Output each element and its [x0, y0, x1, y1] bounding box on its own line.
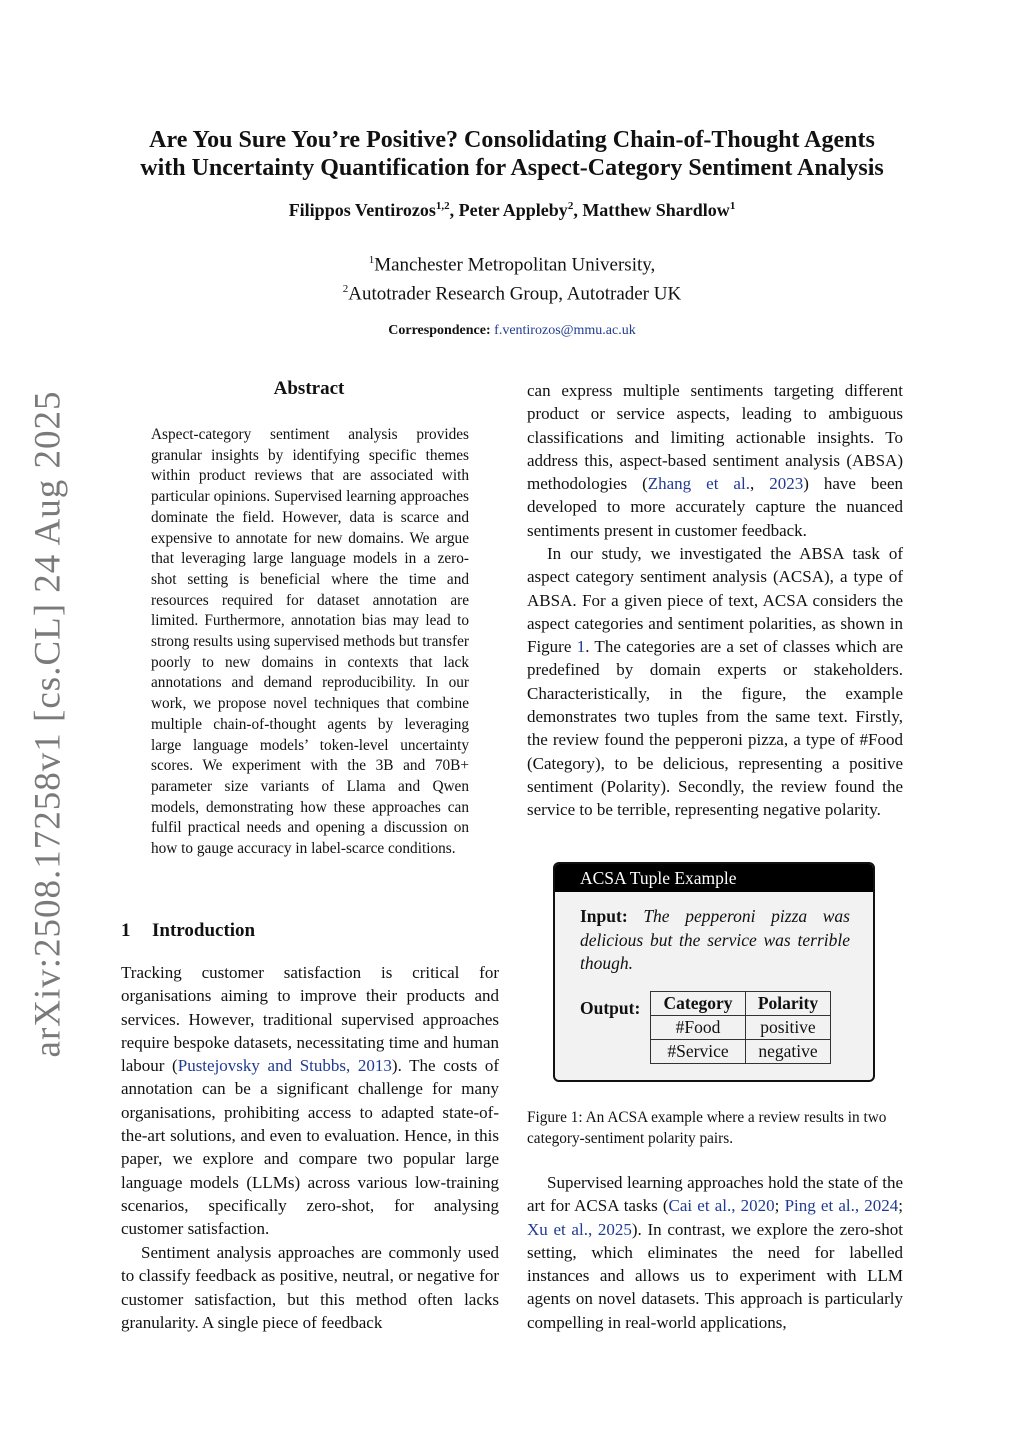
example-box-title: ACSA Tuple Example — [555, 864, 873, 892]
citation-year-link[interactable]: 2024 — [864, 1196, 899, 1216]
table-cell: #Service — [651, 1040, 746, 1064]
author-list: Filippos Ventirozos$^{1,2}$, Peter Appleby$^2$, Matthew Shardlow$^1$ — [288, 200, 736, 220]
figure-1-caption: Figure 1: An ACSA example where a review results in two category-sentiment polarity pairs. — [527, 1109, 887, 1147]
intro-paragraph-2: Sentiment analysis approaches are commonly used to classify feedback as positive, neutral, or negative for customer satisfaction, but this method often lacks granularity. A single piece of feedback — [121, 1243, 499, 1332]
table-row — [651, 1040, 831, 1064]
table-header: Polarity — [746, 992, 831, 1016]
table-cell: positive — [746, 1016, 831, 1040]
intro-paragraph-5: Supervised learning approaches hold the state of the art for ACSA tasks (Cai et al., 2020; Ping et al., 2024; Xu et al., 2025). In contrast, we explore the zero-shot setting, which eliminates the need for labelled instances and allows us to experiment with LLM agents on novel datasets. This approach is particularly compelling in real-world applications, — [527, 1173, 904, 1332]
citation-link[interactable]: Pustejovsky and Stubbs, 2013 — [177, 1056, 392, 1076]
arxiv-identifier-stamp: arXiv:2508.17258v1 [cs.CL] 24 Aug 2025 — [27, 390, 69, 1058]
affiliations — [100, 248, 924, 307]
table-cell: #Food — [651, 1016, 746, 1040]
section-heading-introduction — [121, 920, 255, 942]
author-affiliation-mark: 1 — [729, 200, 736, 212]
section-number: 1 — [121, 920, 131, 941]
correspondence-label: Correspondence: — [388, 323, 491, 338]
intro-paragraph-4: In our study, we investigated the ABSA task of aspect category sentiment analysis (ACSA), a type of ABSA. For a given piece of text, ACSA considers the aspect categories and sentiment polarities, as shown in Figure 1. The categories are a set of classes which are predefined by domain experts or stakeholders. Characteristically, in the figure, the example demonstrates two tuples from the same text. Firstly, the review found the pepperoni pizza, a type of #Food (Category), to be delicious, representing a positive sentiment (Polarity). Secondly, the review found the service to be terrible, representing negative polarity. — [527, 544, 903, 820]
section-title: Introduction — [152, 920, 256, 941]
citation-link[interactable]: Xu et al., 2025 — [527, 1219, 632, 1239]
citation-year-link[interactable]: 2023 — [769, 474, 804, 494]
author-affiliation-mark: 1,2 — [435, 200, 450, 212]
title-line-2: with Uncertainty Quantification for Aspect-Category Sentiment Analysis — [140, 155, 884, 181]
affiliation-line: $^2$Autotrader Research Group, Autotrader UK — [342, 283, 682, 305]
table-cell: negative — [746, 1040, 831, 1064]
table-row — [651, 1016, 831, 1040]
intro-paragraph-1: Tracking customer satisfaction is critical for organisations aiming to improve their products and services. However, traditional supervised approaches require bespoke datasets, necessitating time and human labour (Pustejovsky and Stubbs, 2013). The costs of annotation can be a significant challenge for many organisations, prohibiting access to adapted state-of-the-art solutions, and even to evaluation. Hence, in this paper, we explore and compare two popular large language models (LLMs) across various low-training scenarios, specifically zero-shot, for analysing customer satisfaction. — [121, 963, 499, 1239]
citation-link[interactable]: Zhang et al. — [647, 474, 750, 494]
affiliation-line: $^1$Manchester Metropolitan University, — [368, 254, 656, 276]
intro-paragraph-3: can express multiple sentiments targeting different product or service aspects, leading to ambiguous classifications and limiting actionable insights. To address this, aspect-based sentiment analysis (ABSA) methodologies (Zhang et al., 2023) have been developed to more accurately capture the nuanced sentiments present in customer feedback. — [527, 381, 904, 540]
output-label: Output: — [580, 998, 641, 1018]
author-name: Filippos Ventirozos — [288, 200, 436, 220]
acsa-tuple-example-box — [553, 862, 875, 1082]
citation-link[interactable]: Ping et al., — [784, 1196, 860, 1216]
example-input — [580, 905, 850, 976]
input-label: Input: — [580, 906, 628, 926]
figure-reference-link[interactable]: 1 — [576, 637, 586, 657]
abstract-heading: Abstract — [273, 378, 345, 399]
output-tuple-table — [650, 991, 831, 1064]
table-header-row — [651, 992, 831, 1016]
author-name: Matthew Shardlow — [582, 200, 730, 220]
author-name: Peter Appleby — [458, 200, 568, 220]
input-review-text: The pepperoni pizza was delicious but the service was terrible though. — [580, 906, 850, 973]
title-line-1: Are You Sure You’re Positive? Consolidating Chain-of-Thought Agents — [149, 127, 875, 153]
table-header: Category — [651, 992, 746, 1016]
correspondence-email-link[interactable]: f.ventirozos@mmu.ac.uk — [494, 323, 636, 338]
paper-title — [100, 126, 924, 182]
author-affiliation-mark: 2 — [567, 200, 574, 212]
correspondence — [100, 323, 924, 339]
citation-link[interactable]: Cai et al., 2020 — [668, 1196, 775, 1216]
abstract-text: Aspect-category sentiment analysis provides granular insights by identifying specific themes within product reviews that are associated with particular opinions. Supervised learning approaches dominate the field. However, data is scarce and expensive to annotate for new domains. We argue that leveraging large language models in a zero-shot setting is beneficial where the time and resources required for dataset annotation are limited. Furthermore, annotation bias may lead to strong results using supervised methods but transfer poorly to new domains in contexts that lack annotations and demand reproducibility. In our work, we propose novel techniques that combine multiple chain-of-thought agents by leveraging large language models’ token-level uncertainty scores. We experiment with the 3B and 70B+ parameter size variants of Llama and Qwen models, demonstrating how these approaches can fulfil practical needs and opening a discussion on how to gauge accuracy in label-scarce conditions. — [151, 426, 469, 858]
